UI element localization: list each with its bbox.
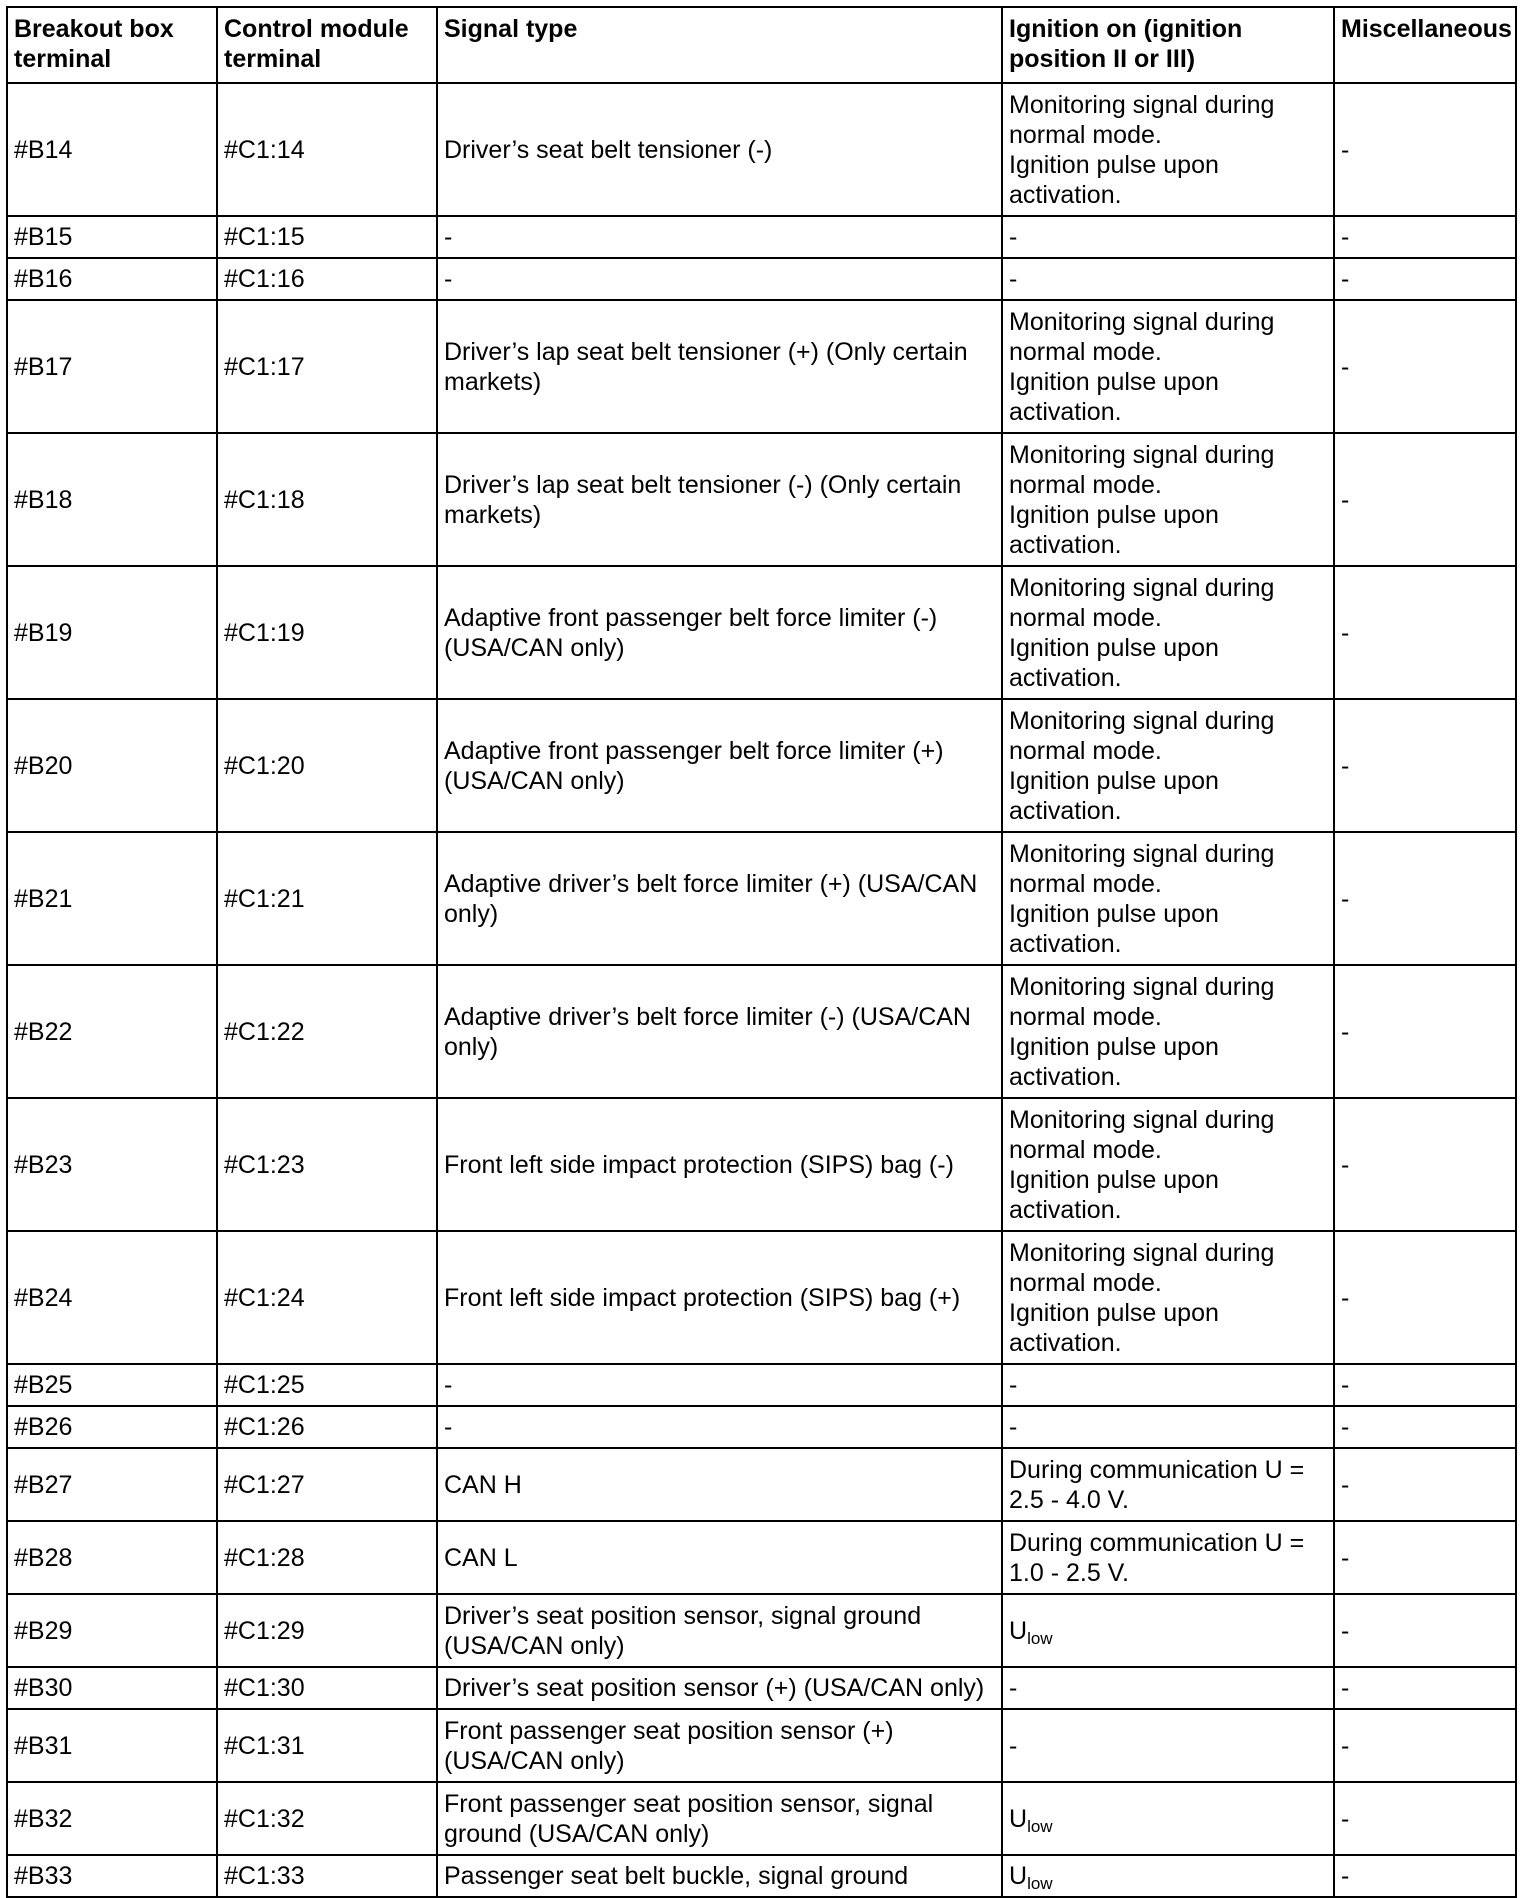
signal-type-cell: Driver’s seat position sensor, signal ground (USA/CAN only) — [437, 1594, 1002, 1667]
table-row — [7, 433, 1516, 566]
misc-cell: - — [1334, 1855, 1516, 1897]
breakout-terminal-cell: #B17 — [7, 300, 217, 433]
table-row — [7, 216, 1516, 258]
control-module-terminal-cell: #C1:20 — [217, 699, 437, 832]
misc-cell: - — [1334, 832, 1516, 965]
table-row — [7, 1231, 1516, 1364]
control-module-terminal-cell: #C1:30 — [217, 1667, 437, 1709]
misc-cell: - — [1334, 1406, 1516, 1448]
breakout-terminal-cell: #B26 — [7, 1406, 217, 1448]
signal-type-cell: Passenger seat belt buckle, signal ground — [437, 1855, 1002, 1897]
misc-cell: - — [1334, 83, 1516, 216]
misc-cell: - — [1334, 1098, 1516, 1231]
signal-table — [6, 6, 1517, 1898]
header-control-module-terminal: Control module terminal — [217, 7, 437, 83]
breakout-terminal-cell: #B30 — [7, 1667, 217, 1709]
control-module-terminal-cell: #C1:28 — [217, 1521, 437, 1594]
ignition-text: Monitoring signal during normal mode. Ignition pulse upon activation. — [1009, 440, 1275, 559]
misc-cell: - — [1334, 258, 1516, 300]
breakout-terminal-cell: #B24 — [7, 1231, 217, 1364]
ignition-cell: During communication U = 1.0 - 2.5 V. — [1002, 1521, 1334, 1594]
breakout-terminal-cell: #B29 — [7, 1594, 217, 1667]
signal-type-cell: Front left side impact protection (SIPS) bag (-) — [437, 1098, 1002, 1231]
ignition-text: Monitoring signal during normal mode. Ignition pulse upon activation. — [1009, 839, 1275, 958]
ignition-text: Monitoring signal during normal mode. Ignition pulse upon activation. — [1009, 573, 1275, 692]
signal-type-cell: Driver’s seat position sensor (+) (USA/CAN only) — [437, 1667, 1002, 1709]
control-module-terminal-cell: #C1:14 — [217, 83, 437, 216]
ignition-cell — [1002, 965, 1334, 1098]
ignition-cell: - — [1002, 1406, 1334, 1448]
breakout-terminal-cell: #B20 — [7, 699, 217, 832]
breakout-terminal-cell: #B15 — [7, 216, 217, 258]
ignition-cell — [1002, 83, 1334, 216]
control-module-terminal-cell: #C1:29 — [217, 1594, 437, 1667]
misc-cell: - — [1334, 433, 1516, 566]
breakout-terminal-cell: #B28 — [7, 1521, 217, 1594]
control-module-terminal-cell: #C1:27 — [217, 1448, 437, 1521]
signal-type-cell: Adaptive front passenger belt force limiter (+) (USA/CAN only) — [437, 699, 1002, 832]
misc-cell: - — [1334, 1594, 1516, 1667]
ignition-cell — [1002, 1782, 1334, 1855]
voltage-symbol: U — [1009, 1862, 1028, 1890]
header-miscellaneous: Miscellaneous — [1334, 7, 1516, 83]
ignition-cell — [1002, 832, 1334, 965]
breakout-terminal-cell: #B21 — [7, 832, 217, 965]
signal-type-cell: CAN H — [437, 1448, 1002, 1521]
table-row — [7, 699, 1516, 832]
breakout-terminal-cell: #B16 — [7, 258, 217, 300]
table-row — [7, 832, 1516, 965]
ignition-cell: - — [1002, 258, 1334, 300]
ignition-cell: - — [1002, 1667, 1334, 1709]
ignition-text: Monitoring signal during normal mode. Ignition pulse upon activation. — [1009, 307, 1275, 426]
table-row — [7, 1364, 1516, 1406]
ignition-cell: During communication U = 2.5 - 4.0 V. — [1002, 1448, 1334, 1521]
table-row — [7, 1098, 1516, 1231]
signal-type-cell: - — [437, 1364, 1002, 1406]
breakout-terminal-cell: #B25 — [7, 1364, 217, 1406]
signal-type-cell: - — [437, 1406, 1002, 1448]
breakout-terminal-cell: #B32 — [7, 1782, 217, 1855]
table-row — [7, 1855, 1516, 1897]
signal-type-cell: Driver’s lap seat belt tensioner (-) (Only certain markets) — [437, 433, 1002, 566]
table-row — [7, 83, 1516, 216]
table-row — [7, 566, 1516, 699]
breakout-terminal-cell: #B33 — [7, 1855, 217, 1897]
header-ignition-on: Ignition on (ignition position II or III) — [1002, 7, 1334, 83]
ignition-text: Monitoring signal during normal mode. Ignition pulse upon activation. — [1009, 90, 1275, 209]
ignition-cell — [1002, 433, 1334, 566]
voltage-subscript: low — [1027, 1874, 1053, 1893]
ignition-text: Monitoring signal during normal mode. Ignition pulse upon activation. — [1009, 1238, 1275, 1357]
ignition-text: Monitoring signal during normal mode. Ignition pulse upon activation. — [1009, 1105, 1275, 1224]
ignition-cell: - — [1002, 1709, 1334, 1782]
control-module-terminal-cell: #C1:15 — [217, 216, 437, 258]
ignition-cell — [1002, 566, 1334, 699]
control-module-terminal-cell: #C1:26 — [217, 1406, 437, 1448]
breakout-terminal-cell: #B27 — [7, 1448, 217, 1521]
signal-type-cell: - — [437, 216, 1002, 258]
control-module-terminal-cell: #C1:24 — [217, 1231, 437, 1364]
signal-type-cell: - — [437, 258, 1002, 300]
misc-cell: - — [1334, 216, 1516, 258]
voltage-subscript: low — [1027, 1628, 1053, 1648]
control-module-terminal-cell: #C1:22 — [217, 965, 437, 1098]
voltage-symbol: U — [1009, 1616, 1028, 1645]
ignition-cell: - — [1002, 1364, 1334, 1406]
signal-type-cell: Driver’s lap seat belt tensioner (+) (Only certain markets) — [437, 300, 1002, 433]
table-row — [7, 1667, 1516, 1709]
signal-type-cell: Front passenger seat position sensor, signal ground (USA/CAN only) — [437, 1782, 1002, 1855]
ignition-cell — [1002, 1231, 1334, 1364]
misc-cell: - — [1334, 1448, 1516, 1521]
table-row — [7, 1709, 1516, 1782]
table-row — [7, 1406, 1516, 1448]
control-module-terminal-cell: #C1:33 — [217, 1855, 437, 1897]
table-row — [7, 965, 1516, 1098]
signal-type-cell: Adaptive driver’s belt force limiter (-) (USA/CAN only) — [437, 965, 1002, 1098]
table-row — [7, 1448, 1516, 1521]
breakout-terminal-cell: #B14 — [7, 83, 217, 216]
control-module-terminal-cell: #C1:31 — [217, 1709, 437, 1782]
table-row — [7, 300, 1516, 433]
control-module-terminal-cell: #C1:32 — [217, 1782, 437, 1855]
table-row — [7, 1594, 1516, 1667]
control-module-terminal-cell: #C1:25 — [217, 1364, 437, 1406]
control-module-terminal-cell: #C1:17 — [217, 300, 437, 433]
signal-type-cell: Adaptive front passenger belt force limiter (-) (USA/CAN only) — [437, 566, 1002, 699]
ignition-cell — [1002, 1594, 1334, 1667]
breakout-terminal-cell: #B19 — [7, 566, 217, 699]
table-row — [7, 258, 1516, 300]
signal-type-cell: Adaptive driver’s belt force limiter (+) (USA/CAN only) — [437, 832, 1002, 965]
ignition-cell — [1002, 1855, 1334, 1897]
misc-cell: - — [1334, 300, 1516, 433]
misc-cell: - — [1334, 1364, 1516, 1406]
signal-type-cell: Front left side impact protection (SIPS) bag (+) — [437, 1231, 1002, 1364]
control-module-terminal-cell: #C1:18 — [217, 433, 437, 566]
ignition-text: Monitoring signal during normal mode. Ignition pulse upon activation. — [1009, 972, 1275, 1091]
header-signal-type: Signal type — [437, 7, 1002, 83]
ignition-cell: - — [1002, 216, 1334, 258]
misc-cell: - — [1334, 1521, 1516, 1594]
misc-cell: - — [1334, 1782, 1516, 1855]
misc-cell: - — [1334, 965, 1516, 1098]
table-row — [7, 1782, 1516, 1855]
misc-cell: - — [1334, 566, 1516, 699]
ignition-cell — [1002, 300, 1334, 433]
voltage-subscript: low — [1027, 1816, 1053, 1836]
signal-type-cell: Driver’s seat belt tensioner (-) — [437, 83, 1002, 216]
breakout-terminal-cell: #B31 — [7, 1709, 217, 1782]
control-module-terminal-cell: #C1:16 — [217, 258, 437, 300]
voltage-symbol: U — [1009, 1804, 1028, 1833]
breakout-terminal-cell: #B18 — [7, 433, 217, 566]
ignition-cell — [1002, 699, 1334, 832]
ignition-text: Monitoring signal during normal mode. Ignition pulse upon activation. — [1009, 706, 1275, 825]
signal-type-cell: Front passenger seat position sensor (+) (USA/CAN only) — [437, 1709, 1002, 1782]
misc-cell: - — [1334, 1667, 1516, 1709]
table-row — [7, 1521, 1516, 1594]
ignition-cell — [1002, 1098, 1334, 1231]
breakout-terminal-cell: #B22 — [7, 965, 217, 1098]
breakout-terminal-cell: #B23 — [7, 1098, 217, 1231]
signal-type-cell: CAN L — [437, 1521, 1002, 1594]
control-module-terminal-cell: #C1:23 — [217, 1098, 437, 1231]
control-module-terminal-cell: #C1:19 — [217, 566, 437, 699]
control-module-terminal-cell: #C1:21 — [217, 832, 437, 965]
misc-cell: - — [1334, 1231, 1516, 1364]
misc-cell: - — [1334, 1709, 1516, 1782]
header-breakout-box-terminal: Breakout box terminal — [7, 7, 217, 83]
header-row — [7, 7, 1516, 83]
misc-cell: - — [1334, 699, 1516, 832]
